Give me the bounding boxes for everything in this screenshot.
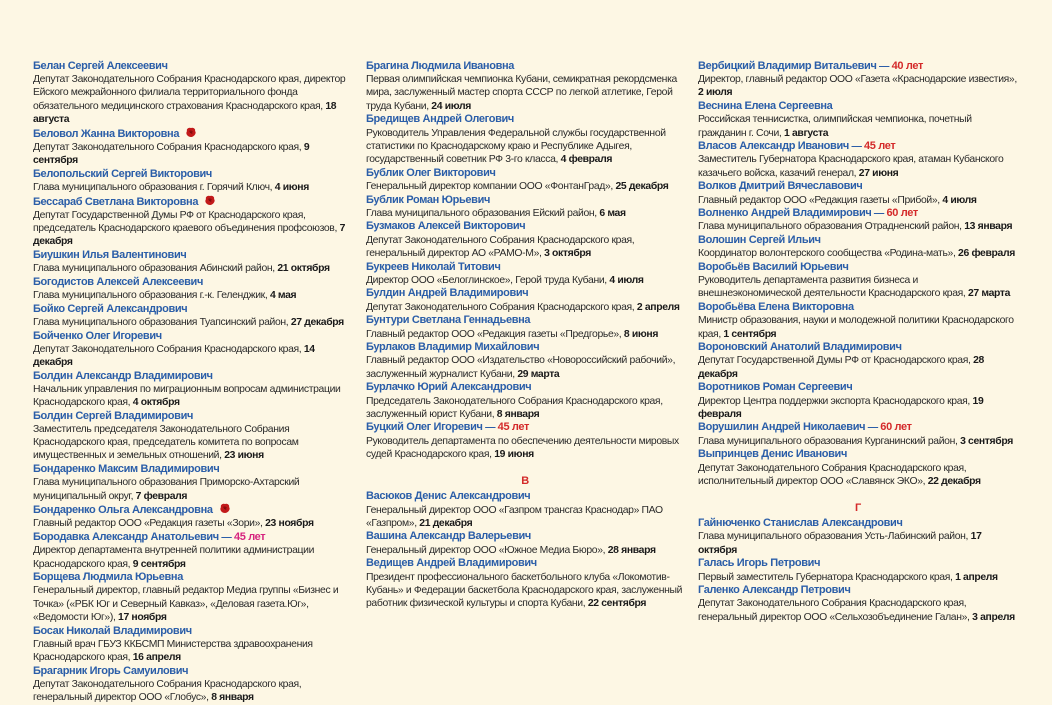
list-item [698, 301, 1018, 341]
person-name: Выпринцев Денис Иванович [698, 448, 847, 461]
person-description [33, 584, 351, 624]
person-name: Власов Александр Иванович [698, 140, 849, 153]
person-description [366, 180, 684, 193]
position-text: Президент профессионального баскетбольного клуба «Локомотив-Кубань» и Федерации баскетбола Краснодарского края, заслуженный работник физической культуры и спорта Кубани, [366, 571, 683, 609]
name-line [366, 421, 684, 434]
person-name: Бородавка Александр Анатольевич [33, 531, 219, 544]
anniversary-age: 45 лет [497, 421, 530, 434]
name-line [698, 234, 1018, 247]
person-description [698, 274, 1018, 300]
birthday-date: 4 февраля [560, 153, 613, 165]
dash-separator: — [865, 422, 881, 434]
birthday-date: 9 сентября [33, 141, 310, 166]
person-name: Вашина Александр Валерьевич [366, 530, 531, 543]
person-description [33, 289, 351, 302]
person-description [33, 73, 351, 126]
birthday-date: 21 декабря [419, 517, 473, 529]
name-line [698, 140, 1018, 153]
birthday-date: 4 июля [609, 274, 644, 286]
birthday-date: 14 декабря [33, 343, 315, 368]
birthday-date: 6 мая [599, 207, 626, 219]
person-name: Бондаренко Максим Владимирович [33, 463, 220, 476]
birthday-date: 18 августа [33, 100, 337, 125]
person-name: Белопольский Сергей Викторович [33, 167, 212, 180]
birthday-date: 24 июля [431, 100, 471, 112]
name-line [698, 60, 1018, 73]
person-description [33, 423, 351, 463]
name-line [698, 207, 1018, 220]
list-item [366, 167, 684, 193]
name-line [698, 301, 1018, 314]
name-line [698, 517, 1018, 530]
list-item [698, 584, 1018, 624]
person-description [33, 383, 351, 409]
position-text: Директор департамента внутренней политики администрации Краснодарского края, [33, 545, 315, 570]
birthday-date: 29 марта [517, 368, 560, 380]
person-name: Бурлаков Владимир Михайлович [366, 341, 540, 354]
list-item [366, 557, 684, 610]
list-item [33, 168, 351, 194]
person-name: Вербицкий Владимир Витальевич [698, 60, 877, 72]
birthday-date: 28 января [607, 544, 656, 556]
position-text: Глава муниципального образования Усть-Лабинский район, [698, 531, 969, 543]
name-line [366, 314, 684, 327]
name-line [33, 503, 351, 517]
list-item [698, 448, 1018, 488]
name-line [33, 625, 351, 638]
name-line [366, 60, 684, 73]
person-name: Брагарник Игорь Самуилович [33, 664, 189, 677]
list-item [366, 60, 684, 113]
birthday-date: 1 августа [784, 127, 829, 139]
birthday-date: 17 октября [698, 531, 982, 556]
name-line [698, 421, 1018, 434]
birthday-date: 22 декабря [927, 475, 981, 487]
list-item [33, 303, 351, 329]
name-line [698, 180, 1018, 193]
position-text: Глава муниципального образования Приморско-Ахтарский муниципальный округ, [33, 477, 300, 502]
person-description [366, 571, 684, 611]
birthday-date: 1 апреля [955, 571, 998, 583]
birthday-date: 16 апреля [132, 651, 181, 663]
list-item [366, 421, 684, 461]
name-line [33, 168, 351, 181]
position-text: Главный редактор ООО «Редакция газеты «Прибой», [698, 194, 940, 206]
list-item [698, 60, 1018, 100]
position-text: Депутат Законодательного Собрания Краснодарского края, генеральный директор ООО «Глобус», [33, 678, 302, 704]
list-item [33, 276, 351, 302]
position-text: Руководитель департамента развития бизнеса и внешнеэкономической деятельности Краснодарского края, [698, 275, 966, 300]
position-text: Главный редактор ООО «Редакция газеты «Предгорье», [366, 328, 622, 340]
person-description [366, 435, 684, 461]
birthday-date: 8 января [496, 408, 540, 420]
list-item [366, 490, 684, 530]
name-line [33, 531, 351, 544]
person-name: Богодистов Алексей Алексеевич [33, 275, 203, 288]
birthday-date: 25 декабря [615, 180, 669, 192]
person-description [698, 113, 1018, 139]
list-item [698, 421, 1018, 447]
name-line [698, 341, 1018, 354]
name-line [366, 220, 684, 233]
list-item [698, 341, 1018, 381]
person-name: Бурлачко Юрий Александрович [366, 381, 532, 394]
person-description [698, 247, 1018, 260]
person-name: Бредищев Андрей Олегович [366, 113, 514, 126]
dash-separator: — [871, 208, 887, 220]
position-text: Заместитель председателя Законодательного Собрания Краснодарского края, председатель комитета по вопросам имущественных и земельных отношений, [33, 423, 299, 462]
name-line [366, 490, 684, 503]
list-item [366, 314, 684, 340]
list-item [366, 194, 684, 220]
birthday-date: 27 июня [858, 167, 899, 179]
list-item [33, 463, 351, 503]
dash-separator: — [482, 422, 498, 434]
person-description [33, 181, 351, 194]
position-text: Депутат Законодательного Собрания Краснодарского края, [366, 301, 635, 313]
birthday-date: 2 апреля [636, 301, 680, 313]
position-text: Депутат Государственной Думы РФ от Краснодарского края, председатель Краснодарского краевого объединения профсоюзов, [33, 209, 338, 234]
position-text: Депутат Законодательного Собрания Краснодарского края, исполнительный директор ООО «Славянск ЭКО», [698, 462, 967, 487]
list-item [698, 381, 1018, 421]
list-item [698, 234, 1018, 260]
name-line [33, 127, 351, 141]
position-text: Глава муниципального образования г. Горячий Ключ, [33, 181, 273, 193]
person-description [366, 274, 684, 287]
person-description [366, 207, 684, 220]
person-description [33, 517, 351, 530]
section-letter: В [521, 475, 529, 488]
name-line [33, 370, 351, 383]
person-name: Воробьёва Елена Викторовна [698, 301, 854, 314]
list-item [698, 180, 1018, 206]
name-line [366, 287, 684, 300]
name-line [33, 665, 351, 678]
person-description [33, 476, 351, 502]
list-item [698, 517, 1018, 557]
birthday-date: 13 января [964, 221, 1013, 233]
person-name: Болдин Сергей Владимирович [33, 409, 194, 422]
person-description [698, 530, 1018, 556]
position-text: Координатор волонтерского сообщества «Родина-мать», [698, 248, 956, 260]
list-item [33, 410, 351, 463]
list-item [33, 127, 351, 168]
birthday-date: 2 июля [698, 87, 733, 99]
position-text: Депутат Законодательного Собрания Краснодарского края, генеральный директор ООО «Сельхозобъединение Галан», [698, 598, 970, 623]
person-name: Галась Игорь Петрович [698, 557, 821, 570]
dash-separator: — [218, 532, 234, 544]
position-text: Директор Центра поддержки экспорта Краснодарского края, [698, 395, 970, 407]
anniversary-age: 60 лет [886, 207, 918, 220]
list-item [33, 571, 351, 624]
list-item [366, 220, 684, 260]
birthday-date: 26 февраля [958, 248, 1015, 260]
birthday-date: 27 декабря [290, 316, 344, 328]
position-text: Генеральный директор ООО «Южное Медиа Бюро», [366, 544, 606, 556]
person-description [33, 678, 351, 704]
section-letter: Г [855, 502, 861, 514]
person-description [366, 395, 684, 421]
person-description [33, 316, 351, 329]
name-line [366, 194, 684, 207]
column-1 [33, 60, 351, 705]
list-item [366, 341, 684, 381]
position-text: Депутат Законодательного Собрания Краснодарского края, [33, 141, 302, 153]
anniversary-age: 45 лет [233, 531, 266, 544]
person-description [698, 73, 1018, 99]
anniversary-age: 60 лет [880, 421, 912, 434]
person-name: Васюков Денис Александрович [366, 490, 531, 503]
list-item [33, 195, 351, 249]
list-item [366, 113, 684, 166]
list-item [366, 381, 684, 421]
name-line [366, 530, 684, 543]
person-name: Борщева Людмила Юрьевна [33, 571, 183, 584]
position-text: Руководитель Управления Федеральной службы государственной статистики по Краснодарскому краю и Республике Адыгея, государственный советник РФ 3-го класса, [366, 127, 666, 165]
rose-icon [219, 503, 231, 514]
birthday-date: 22 сентября [587, 597, 647, 609]
person-name: Босак Николай Владимирович [33, 624, 192, 637]
position-text: Глава муниципального образования Курганинский район, [698, 435, 958, 447]
list-item [698, 557, 1018, 583]
birthday-date: 4 октября [132, 397, 180, 409]
position-text: Главный врач ГБУЗ ККБСМП Министерства здравоохранения Краснодарского края, [33, 638, 313, 663]
person-description [698, 153, 1018, 179]
position-text: Глава муниципального образования Отрадненский район, [698, 221, 962, 233]
person-name: Волошин Сергей Ильич [698, 234, 821, 247]
name-line [33, 303, 351, 316]
birthday-date: 7 декабря [33, 222, 345, 248]
person-description [698, 354, 1018, 380]
person-name: Бублик Олег Викторович [366, 166, 496, 179]
person-description [698, 395, 1018, 421]
name-line [366, 381, 684, 394]
person-description [698, 462, 1018, 488]
person-description [366, 127, 684, 167]
column-3 [698, 60, 1018, 624]
birthday-date: 19 февраля [698, 395, 984, 420]
name-line [33, 410, 351, 423]
person-name: Брагина Людмила Ивановна [366, 60, 515, 72]
person-description [698, 435, 1018, 448]
position-text: Депутат Государственной Думы РФ от Краснодарского края, [698, 355, 971, 367]
name-line [698, 448, 1018, 461]
birthday-date: 3 сентября [960, 435, 1013, 447]
birthday-date: 7 февраля [135, 490, 188, 502]
person-description [33, 209, 351, 249]
person-description [33, 262, 351, 275]
position-text: Начальник управления по миграционным вопросам администрации Краснодарского края, [33, 383, 341, 409]
list-item [698, 100, 1018, 140]
person-description [33, 544, 351, 570]
birthday-date: 27 марта [968, 288, 1011, 300]
birthday-date: 9 сентября [132, 558, 186, 570]
name-line [366, 167, 684, 180]
list-item [366, 530, 684, 556]
person-name: Бузмаков Алексей Викторович [366, 220, 526, 233]
list-item [698, 207, 1018, 233]
name-line [366, 261, 684, 274]
birthday-date: 3 апреля [972, 611, 1015, 623]
person-name: Белан Сергей Алексеевич [33, 60, 168, 72]
name-line [698, 557, 1018, 570]
person-name: Вороновский Анатолий Владимирович [698, 341, 902, 354]
name-line [366, 557, 684, 570]
position-text: Главный редактор ООО «Издательство «Новороссийский рабочий», заслуженный журналист Кубани, [366, 355, 676, 380]
person-description [366, 73, 684, 113]
birthday-date: 21 октября [277, 263, 330, 275]
name-line [33, 60, 351, 73]
person-name: Булдин Андрей Владимирович [366, 287, 529, 300]
person-name: Ведищев Андрей Владимирович [366, 557, 537, 570]
person-name: Бублик Роман Юрьевич [366, 193, 491, 206]
person-description [698, 194, 1018, 207]
list-item [33, 249, 351, 275]
person-name: Гайнюченко Станислав Александрович [698, 517, 903, 530]
position-text: Руководитель департамента по обеспечению деятельности мировых судей Краснодарского края, [366, 435, 679, 460]
anniversary-age: 40 лет [891, 60, 924, 72]
name-line [366, 113, 684, 126]
rose-icon [204, 195, 216, 206]
position-text: Генеральный директор ООО «Газпром трансгаз Краснодар» ПАО «Газпром», [366, 504, 663, 529]
person-description [366, 544, 684, 557]
person-name: Букреев Николай Титович [366, 260, 501, 273]
birthday-date: 4 мая [269, 289, 297, 301]
person-name: Галенко Александр Петрович [698, 584, 851, 597]
position-text: Глава муниципального образования Абинский район, [33, 263, 275, 275]
person-name: Буцкий Олег Игоревич [366, 421, 483, 434]
name-line [366, 341, 684, 354]
rose-icon [185, 127, 197, 138]
birthday-date: 4 июня [274, 181, 309, 193]
list-item [366, 261, 684, 287]
position-text: Глава муниципального образования Ейский район, [366, 207, 597, 219]
position-text: Генеральный директор, главный редактор Медиа группы «Бизнес и Точка» («РБК Юг и Северный Кавказ», «Деловая газета.Юг», «Ведомости Юг»), [33, 585, 339, 623]
person-name: Веснина Елена Сергеевна [698, 100, 833, 113]
position-text: Первый заместитель Губернатора Краснодарского края, [698, 571, 953, 583]
list-item [33, 665, 351, 705]
person-description [366, 354, 684, 380]
position-text: Председатель Законодательного Собрания Краснодарского края, заслуженный юрист Кубани, [366, 395, 663, 420]
list-item [33, 531, 351, 571]
position-text: Главный редактор ООО «Редакция газеты «Зори», [33, 518, 263, 530]
person-name: Воробьёв Василий Юрьевич [698, 261, 849, 274]
birthday-date: 8 января [211, 692, 254, 704]
name-line [33, 463, 351, 476]
birthday-date: 19 июня [494, 448, 534, 460]
person-name: Волненко Андрей Владимирович [698, 207, 872, 220]
person-name: Бондаренко Ольга Александровна [33, 504, 213, 517]
position-text: Директор ООО «Белоглинское», Герой труда Кубани, [366, 274, 607, 286]
person-description [366, 504, 684, 530]
person-name: Воротников Роман Сергеевич [698, 381, 853, 394]
person-name: Беловол Жанна Викторовна [33, 127, 180, 140]
birthday-date: 8 июня [623, 328, 659, 340]
position-text: Депутат Законодательного Собрания Краснодарского края, генеральный директор АО «РАМО-М», [366, 234, 635, 259]
birthday-date: 23 ноября [265, 518, 314, 530]
birthday-date: 17 ноября [118, 611, 167, 623]
position-text: Российская теннисистка, олимпийская чемпионка, почетный гражданин г. Сочи, [698, 114, 972, 139]
list-item [698, 261, 1018, 301]
position-text: Генеральный директор компании ООО «ФонтанГрад», [366, 180, 613, 192]
birthday-date: 4 июля [942, 194, 977, 206]
person-name: Биушкин Илья Валентинович [33, 248, 187, 261]
name-line [33, 195, 351, 209]
name-line [33, 249, 351, 262]
list-item [366, 287, 684, 313]
person-name: Бессараб Светлана Викторовна [33, 195, 199, 208]
person-description [366, 301, 684, 314]
name-line [698, 100, 1018, 113]
list-item [33, 330, 351, 370]
birthday-date: 23 июня [224, 450, 264, 462]
person-description [698, 571, 1018, 584]
person-name: Болдин Александр Владимирович [33, 369, 213, 382]
position-text: Глава муниципального образования Туапсинский район, [33, 316, 289, 328]
person-description [698, 597, 1018, 623]
anniversary-age: 45 лет [864, 140, 896, 153]
person-description [33, 141, 351, 167]
position-text: Министр образования, науки и молодежной политики Краснодарского края, [698, 315, 1014, 340]
person-name: Бунтури Светлана Геннадьевна [366, 314, 531, 327]
position-text: Депутат Законодательного Собрания Краснодарского края, директор Ейского межрайонного филиала территориального фонда обязательного медицинского страхования Краснодарского края, [33, 74, 346, 112]
name-line [33, 330, 351, 343]
list-item [33, 60, 351, 126]
list-item [33, 625, 351, 665]
position-text: Заместитель Губернатора Краснодарского края, атаман Кубанского казачьего войска, казачий генерал, [698, 154, 1004, 179]
position-text: Глава муниципального образования г.-к. Геленджик, [33, 289, 268, 301]
person-description [33, 343, 351, 369]
name-line [698, 261, 1018, 274]
person-description [698, 220, 1018, 233]
birthday-date: 28 декабря [698, 355, 984, 380]
person-description [698, 314, 1018, 340]
birthday-date: 3 октября [544, 247, 591, 259]
name-line [698, 381, 1018, 394]
position-text: Первая олимпийская чемпионка Кубани, семикратная рекордсменка мира, заслуженный мастер спорта СССР по легкой атлетике, Герой труда Кубани, [366, 74, 677, 112]
list-item [698, 140, 1018, 180]
person-name: Ворушилин Андрей Николаевич [698, 421, 866, 434]
position-text: Депутат Законодательного Собрания Краснодарского края, [33, 343, 302, 355]
name-line [698, 584, 1018, 597]
list-item [33, 503, 351, 530]
dash-separator: — [848, 141, 865, 153]
birthday-date: 1 сентября [723, 328, 777, 340]
person-name: Бойко Сергей Александрович [33, 302, 188, 315]
position-text: Директор, главный редактор ООО «Газета «Краснодарские известия», [698, 74, 1017, 86]
dash-separator: — [876, 61, 892, 72]
person-name: Бойченко Олег Игоревич [33, 329, 162, 342]
person-name: Волков Дмитрий Вячеславович [698, 180, 863, 193]
name-line [33, 571, 351, 584]
person-description [366, 328, 684, 341]
person-description [366, 234, 684, 260]
column-2 [366, 60, 684, 611]
name-line [33, 276, 351, 289]
list-item [33, 370, 351, 410]
